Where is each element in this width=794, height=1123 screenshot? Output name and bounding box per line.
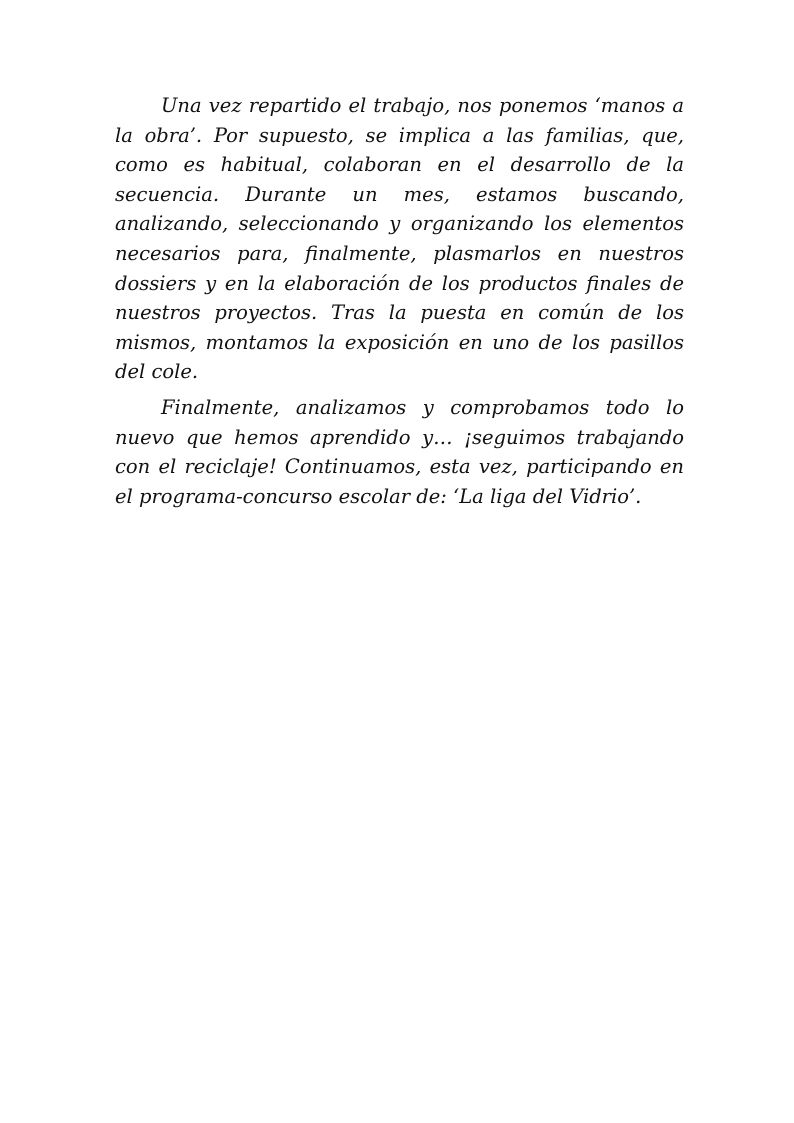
paragraph-teamwork: Una vez repartido el trabajo, nos ponemos ‘manos a la obra’. Por supuesto, se implica a las familias, que, como es habitual, colaboran en el desarrollo de la secuencia. Durante un mes, estamos buscando, analizando, seleccionando y organizando los elementos necesarios para, finalmente, plasmarlos en nuestros dossiers y en la elaboración de los productos finales de nuestros proyectos. Tras la puesta en común de los mismos, montamos la exposición en uno de los pasillos del cole. <box>115 94 684 384</box>
body-text <box>115 91 684 517</box>
paragraph-conclusion: Finalmente, analizamos y comprobamos todo lo nuevo que hemos aprendido y… ¡seguimos trabajando con el reciclaje! Continuamos, esta vez, participando en el programa-concurso escolar de: ‘La liga del Vidrio’. <box>115 395 684 508</box>
